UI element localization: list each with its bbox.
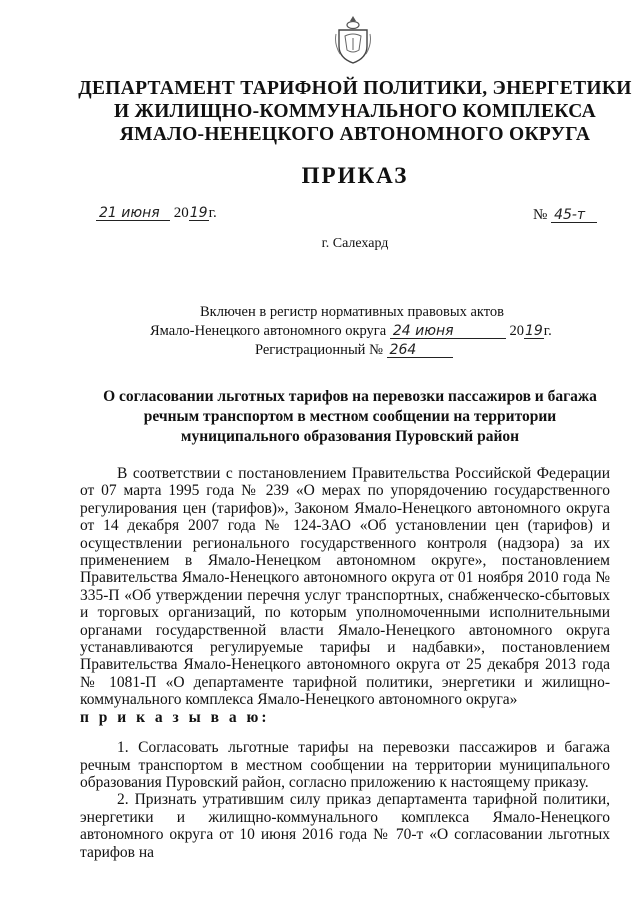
registration-number-handwritten: 264 <box>387 343 453 358</box>
coat-of-arms-icon <box>334 14 372 66</box>
date-handwritten: 21 июня <box>96 206 170 221</box>
item-2-paragraph: 2. Признать утратившим силу приказ департамента тарифной политики, энергетики и жилищно-коммунального комплекса Ямало-Ненецкого автономного округа от 10 июня 2016 года № 70-т «О согласовании льготных тарифов на <box>80 791 610 861</box>
date-year-handwritten: 19 <box>189 205 208 221</box>
subject-line-1: О согласовании льготных тарифов на перевозки пассажиров и багажа <box>103 388 597 405</box>
department-name <box>60 77 640 146</box>
order-body <box>80 465 610 861</box>
subject-line-2: речным транспортом в местном сообщении на территории <box>143 408 557 425</box>
order-word: п р и к а з ы в а ю: <box>80 708 270 726</box>
registration-date-handwritten: 24 июня <box>390 324 506 339</box>
registration-line-3 <box>150 341 580 360</box>
registration-year-handwritten: 19 <box>524 323 543 339</box>
dept-line-2: И ЖИЛИЩНО-КОММУНАЛЬНОГО КОМПЛЕКСА <box>113 101 597 122</box>
date-year-end: г. <box>208 205 217 221</box>
city: г. Салехард <box>321 236 389 251</box>
subject-line-3: муниципального образования Пуровский район <box>180 428 520 445</box>
document-type: ПРИКАЗ <box>301 163 409 188</box>
number-label: № <box>533 207 548 223</box>
registration-line-2 <box>150 322 580 341</box>
order-subject <box>80 387 620 447</box>
preamble-paragraph: В соответствии с постановлением Правительства Российской Федерации от 07 марта 1995 года № 239 «О мерах по упорядочению государственного регулирования цен (тарифов)», Законом Ямало-Ненецкого автономного округа от 14 декабря 2007 года № 124-ЗАО «Об установлении цен (тарифов) и осуществлении регионального государственного контроля (надзора) за их применением в Ямало-Ненецком автономном округе», постановлением Правительства Ямало-Ненецкого автономного округа от 01 ноября 2010 года № 335-П «Об утверждении перечня услуг транспортных, снабженческо-сбытовых и торговых организаций, по которым уполномоченными исполнительными органами государственной власти Ямало-Ненецкого автономного округа устанавливаются регулируемые тарифы и надбавки», постановлением Правительства Ямало-Ненецкого автономного округа от 25 декабря 2013 года № 1081-П «О департаменте тарифной политики, энергетики и жилищно-коммунального комплекса Ямало-Ненецкого автономного округа» <box>80 465 610 709</box>
registration-number-label: Регистрационный № <box>255 342 383 358</box>
registration-region: Ямало-Ненецкого автономного округа <box>150 323 387 339</box>
item-1-paragraph: 1. Согласовать льготные тарифы на перевозки пассажиров и багажа речным транспортом в местном сообщении на территории муниципального образования Пуровский район, согласно приложению к настоящему приказу. <box>80 739 610 791</box>
order-number <box>533 207 597 224</box>
number-handwritten: 45-т <box>551 208 597 223</box>
registration-stamp <box>150 303 580 360</box>
dept-line-3: ЯМАЛО-НЕНЕЦКОГО АВТОНОМНОГО ОКРУГА <box>119 124 591 145</box>
dept-line-1: ДЕПАРТАМЕНТ ТАРИФНОЙ ПОЛИТИКИ, ЭНЕРГЕТИКИ <box>78 78 632 99</box>
order-date <box>96 205 217 222</box>
date-year-prefix: 20 <box>173 205 189 221</box>
registration-year-prefix: 20 <box>509 323 524 339</box>
registration-line-1: Включен в регистр нормативных правовых актов <box>200 304 504 320</box>
registration-year-end: г. <box>543 323 552 339</box>
